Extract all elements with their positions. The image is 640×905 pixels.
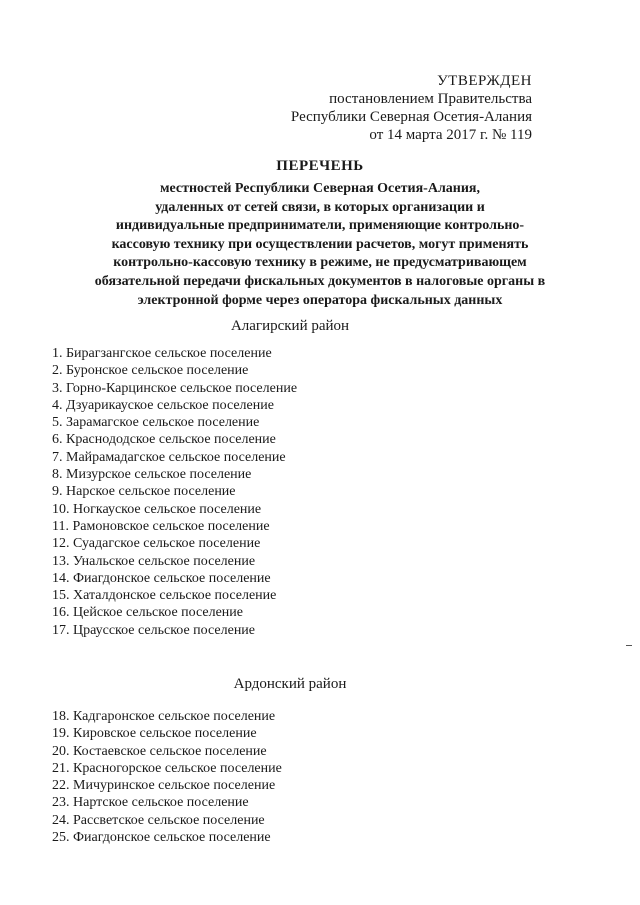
subtitle-line: удаленных от сетей связи, в которых организации и bbox=[155, 199, 485, 215]
document-title: ПЕРЕЧЕНЬ bbox=[276, 158, 364, 174]
approval-heading: УТВЕРЖДЕН bbox=[437, 73, 532, 89]
subtitle-line: обязательной передачи фискальных документов в налоговые органы в bbox=[94, 273, 546, 289]
item-text: Красногорское сельское поселение bbox=[73, 760, 282, 776]
item-text: Цраусское сельское поселение bbox=[73, 622, 256, 638]
margin-scan-mark bbox=[626, 645, 632, 646]
list-item bbox=[52, 604, 297, 621]
item-number: 11. bbox=[52, 518, 69, 534]
list-item bbox=[52, 760, 282, 777]
item-number: 8. bbox=[52, 467, 63, 483]
item-number: 18. bbox=[52, 709, 70, 724]
list-item bbox=[52, 570, 297, 587]
item-text: Дзуарикауское сельское поселение bbox=[66, 397, 274, 413]
list-item bbox=[52, 518, 297, 535]
item-text: Суадагское сельское поселение bbox=[73, 536, 261, 552]
item-text: Кировское сельское поселение bbox=[73, 726, 257, 742]
approval-date-line: от 14 марта 2017 г. № 119 bbox=[369, 127, 532, 143]
item-text: Нартское сельское поселение bbox=[73, 795, 249, 811]
list-item bbox=[52, 708, 282, 725]
item-number: 3. bbox=[52, 380, 63, 396]
item-number: 17. bbox=[52, 622, 70, 638]
item-number: 16. bbox=[52, 605, 70, 621]
approval-line: Республики Северная Осетия-Алания bbox=[290, 109, 532, 125]
district-heading: Ардонский район bbox=[233, 676, 347, 692]
list-item bbox=[52, 777, 282, 794]
item-text: Унальское сельское поселение bbox=[73, 553, 256, 569]
item-number: 24. bbox=[52, 812, 70, 828]
item-number: 4. bbox=[52, 397, 63, 413]
item-number: 15. bbox=[52, 588, 70, 604]
subtitle-line: кассовую технику при осуществлении расчетов, могут применять bbox=[111, 236, 529, 252]
item-text: Бирагзангское сельское поселение bbox=[66, 346, 272, 361]
subtitle-line: электронной форме через оператора фискальных данных bbox=[137, 292, 503, 308]
item-text: Кадгаронское сельское поселение bbox=[73, 709, 276, 724]
item-number: 1. bbox=[52, 346, 63, 361]
list-item bbox=[52, 725, 282, 742]
list-item bbox=[52, 743, 282, 760]
item-number: 9. bbox=[52, 484, 63, 500]
settlement-list bbox=[52, 708, 282, 846]
list-item bbox=[52, 829, 282, 846]
settlement-list bbox=[52, 345, 297, 639]
list-item bbox=[52, 345, 297, 362]
item-text: Фиагдонское сельское поселение bbox=[73, 570, 271, 586]
list-item bbox=[52, 431, 297, 448]
list-item bbox=[52, 483, 297, 500]
item-text: Ногкауское сельское поселение bbox=[73, 501, 262, 517]
item-number: 22. bbox=[52, 778, 70, 794]
list-item bbox=[52, 535, 297, 552]
document-subtitle bbox=[40, 180, 600, 310]
item-number: 7. bbox=[52, 449, 63, 465]
item-number: 6. bbox=[52, 432, 63, 448]
item-number: 20. bbox=[52, 743, 70, 759]
item-text: Зарамагское сельское поселение bbox=[66, 415, 260, 431]
item-number: 25. bbox=[52, 830, 70, 846]
item-text: Краснододское сельское поселение bbox=[66, 432, 276, 448]
list-item bbox=[52, 380, 297, 397]
item-text: Мизурское сельское поселение bbox=[66, 467, 252, 483]
list-item bbox=[52, 794, 282, 811]
list-item bbox=[52, 587, 297, 604]
list-item bbox=[52, 414, 297, 431]
list-item bbox=[52, 449, 297, 466]
item-number: 2. bbox=[52, 363, 63, 379]
list-item bbox=[52, 362, 297, 379]
subtitle-line: контрольно-кассовую технику в режиме, не предусматривающем bbox=[113, 255, 527, 271]
item-number: 13. bbox=[52, 553, 70, 569]
district-heading: Алагирский район bbox=[230, 318, 350, 334]
item-text: Горно-Карцинское сельское поселение bbox=[66, 380, 298, 396]
subtitle-line: местностей Республики Северная Осетия-Алания, bbox=[159, 181, 481, 196]
item-number: 23. bbox=[52, 795, 70, 811]
item-number: 21. bbox=[52, 760, 70, 776]
subtitle-line: индивидуальные предприниматели, применяющие контрольно- bbox=[115, 218, 525, 234]
item-text: Буронское сельское поселение bbox=[66, 363, 249, 379]
item-text: Нарское сельское поселение bbox=[66, 484, 236, 500]
list-item bbox=[52, 553, 297, 570]
approval-block bbox=[232, 72, 532, 144]
item-number: 10. bbox=[52, 501, 70, 517]
item-text: Рассветское сельское поселение bbox=[73, 812, 265, 828]
item-text: Мичуринское сельское поселение bbox=[73, 778, 276, 794]
item-text: Костаевское сельское поселение bbox=[73, 743, 267, 759]
item-text: Фиагдонское сельское поселение bbox=[73, 830, 271, 846]
item-text: Хаталдонское сельское поселение bbox=[73, 588, 277, 604]
item-number: 14. bbox=[52, 570, 70, 586]
item-text: Рамоновское сельское поселение bbox=[72, 518, 270, 534]
list-item bbox=[52, 501, 297, 518]
item-number: 12. bbox=[52, 536, 70, 552]
list-item bbox=[52, 466, 297, 483]
list-item bbox=[52, 812, 282, 829]
list-item bbox=[52, 397, 297, 414]
approval-line: постановлением Правительства bbox=[329, 91, 532, 107]
list-item bbox=[52, 622, 297, 639]
item-number: 19. bbox=[52, 726, 70, 742]
item-text: Майрамадагское сельское поселение bbox=[66, 449, 286, 465]
item-text: Цейское сельское поселение bbox=[73, 605, 244, 621]
item-number: 5. bbox=[52, 415, 63, 431]
